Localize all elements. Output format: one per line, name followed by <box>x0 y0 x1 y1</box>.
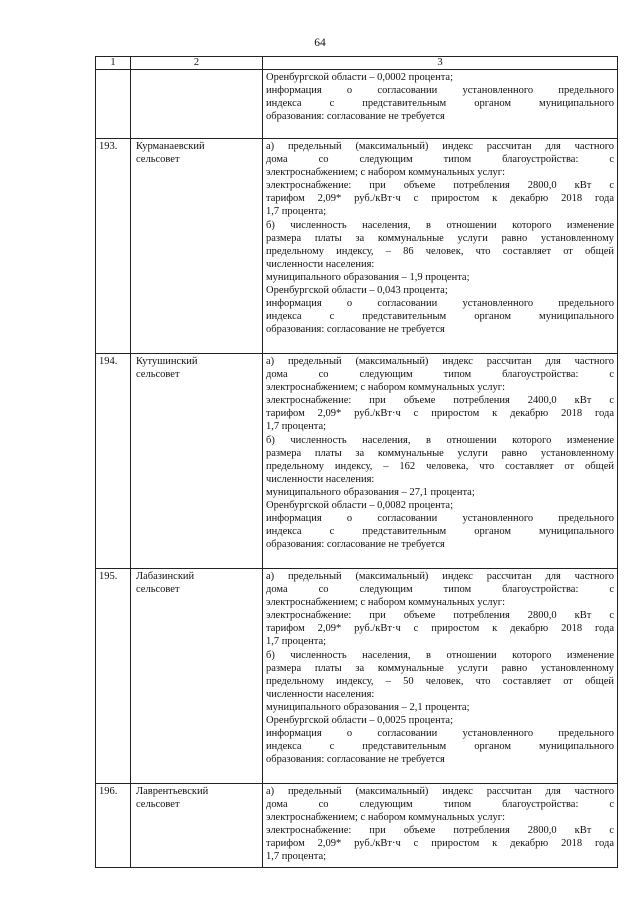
text-line: муниципального образования – 2,1 процента; <box>266 701 470 713</box>
text-line: 1,7 процента; <box>266 206 327 218</box>
text-line: численности населения: <box>266 258 375 270</box>
text-line: образования: согласование не требуется <box>266 324 445 336</box>
municipality-cell <box>131 70 263 139</box>
text-line: дома со следующим типом благоустройства: с <box>266 799 614 811</box>
text-line: размера платы за коммунальные услуги равно установленному <box>266 662 614 674</box>
row-number: 195. <box>96 569 131 784</box>
text-line: муниципального образования – 27,1 процента; <box>266 486 475 498</box>
text-line: электроснабжением; с набором коммунальных услуг: <box>266 167 505 179</box>
text-line: б) численность населения, в отношении которого изменение <box>266 649 614 661</box>
text-line: численности населения: <box>266 688 375 700</box>
text-line: индекса с представительным органом муниципального <box>266 98 614 110</box>
text-line: тарифом 2,09* руб./кВт·ч с приростом к декабрю 2018 года <box>266 408 614 420</box>
municipality-name: Лаврентьевский сельсовет <box>131 784 263 868</box>
text-line: индекса с представительным органом муниципального <box>266 741 614 753</box>
row-number-cell <box>96 70 131 139</box>
text-line: информация о согласовании установленного предельного <box>266 298 614 310</box>
table-row <box>96 569 618 784</box>
text-line: Оренбургской области – 0,0025 процента; <box>266 715 453 727</box>
table-header-row <box>96 57 618 70</box>
text-line: тарифом 2,09* руб./кВт·ч с приростом к декабрю 2018 года <box>266 623 614 635</box>
row-number: 193. <box>96 139 131 354</box>
text-line: тарифом 2,09* руб./кВт·ч с приростом к декабрю 2018 года <box>266 193 614 205</box>
column-header-3: 3 <box>263 57 618 70</box>
text-line: 1,7 процента; <box>266 851 327 863</box>
municipality-name: Курманаевский сельсовет <box>131 139 263 354</box>
table-row <box>96 784 618 868</box>
table-row <box>96 354 618 569</box>
text-line: размера платы за коммунальные услуги равно установленному <box>266 232 614 244</box>
row-number: 196. <box>96 784 131 868</box>
index-description-cell <box>263 569 618 784</box>
text-line: предельному индексу, – 162 человека, что составляет от общей <box>266 460 614 472</box>
text-line: а) предельный (максимальный) индекс рассчитан для частного <box>266 786 614 797</box>
text-line: информация о согласовании установленного предельного <box>266 728 614 740</box>
text-line: 1,7 процента; <box>266 636 327 648</box>
text-line: дома со следующим типом благоустройства: с <box>266 154 614 166</box>
text-line: численности населения: <box>266 473 375 485</box>
page-number: 64 <box>314 37 326 49</box>
text-line: электроснабжение: при объеме потребления 2800,0 кВт с <box>266 610 614 622</box>
text-line: электроснабжение: при объеме потребления 2400,0 кВт с <box>266 395 614 407</box>
text-line: б) численность населения, в отношении которого изменение <box>266 219 614 231</box>
text-line: дома со следующим типом благоустройства: с <box>266 584 614 596</box>
text-line: индекса с представительным органом муниципального <box>266 526 614 538</box>
text-line: Оренбургской области – 0,043 процента; <box>266 285 448 297</box>
index-description-cell <box>263 354 618 569</box>
text-line: электроснабжением; с набором коммунальных услуг: <box>266 812 505 824</box>
index-description-cell <box>263 70 618 139</box>
text-line: информация о согласовании установленного предельного <box>266 85 614 97</box>
text-line: предельному индексу, – 50 человек, что составляет от общей <box>266 675 614 687</box>
text-line: образования: согласование не требуется <box>266 539 445 551</box>
text-line: размера платы за коммунальные услуги равно установленному <box>266 447 614 459</box>
text-line: электроснабжение: при объеме потребления 2800,0 кВт с <box>266 180 614 192</box>
text-line: образования: согласование не требуется <box>266 111 445 123</box>
text-line: а) предельный (максимальный) индекс рассчитан для частного <box>266 141 614 152</box>
text-line: а) предельный (максимальный) индекс рассчитан для частного <box>266 356 614 367</box>
text-line: а) предельный (максимальный) индекс рассчитан для частного <box>266 571 614 582</box>
text-line: б) численность населения, в отношении которого изменение <box>266 434 614 446</box>
text-line: 1,7 процента; <box>266 421 327 433</box>
index-description-cell <box>263 784 618 868</box>
table-row <box>96 139 618 354</box>
text-line: дома со следующим типом благоустройства: с <box>266 369 614 381</box>
column-header-2: 2 <box>131 57 263 70</box>
text-line: электроснабжение: при объеме потребления 2800,0 кВт с <box>266 825 614 837</box>
text-line: тарифом 2,09* руб./кВт·ч с приростом к декабрю 2018 года <box>266 838 614 850</box>
municipality-name: Лабазинский сельсовет <box>131 569 263 784</box>
text-line: образования: согласование не требуется <box>266 754 445 766</box>
text-line: муниципального образования – 1,9 процента; <box>266 271 470 283</box>
text-line: предельному индексу, – 86 человек, что составляет от общей <box>266 245 614 257</box>
text-line: Оренбургской области – 0,0002 процента; <box>266 72 453 83</box>
tariff-index-table <box>95 56 618 868</box>
municipality-name: Кутушинский сельсовет <box>131 354 263 569</box>
text-line: информация о согласовании установленного предельного <box>266 513 614 525</box>
row-number: 194. <box>96 354 131 569</box>
text-line: индекса с представительным органом муниципального <box>266 311 614 323</box>
text-line: электроснабжением; с набором коммунальных услуг: <box>266 597 505 609</box>
text-line: Оренбургской области – 0,0082 процента; <box>266 500 453 512</box>
text-line: электроснабжением; с набором коммунальных услуг: <box>266 382 505 394</box>
column-header-1: 1 <box>96 57 131 70</box>
table-row-continued <box>96 70 618 139</box>
index-description-cell <box>263 139 618 354</box>
